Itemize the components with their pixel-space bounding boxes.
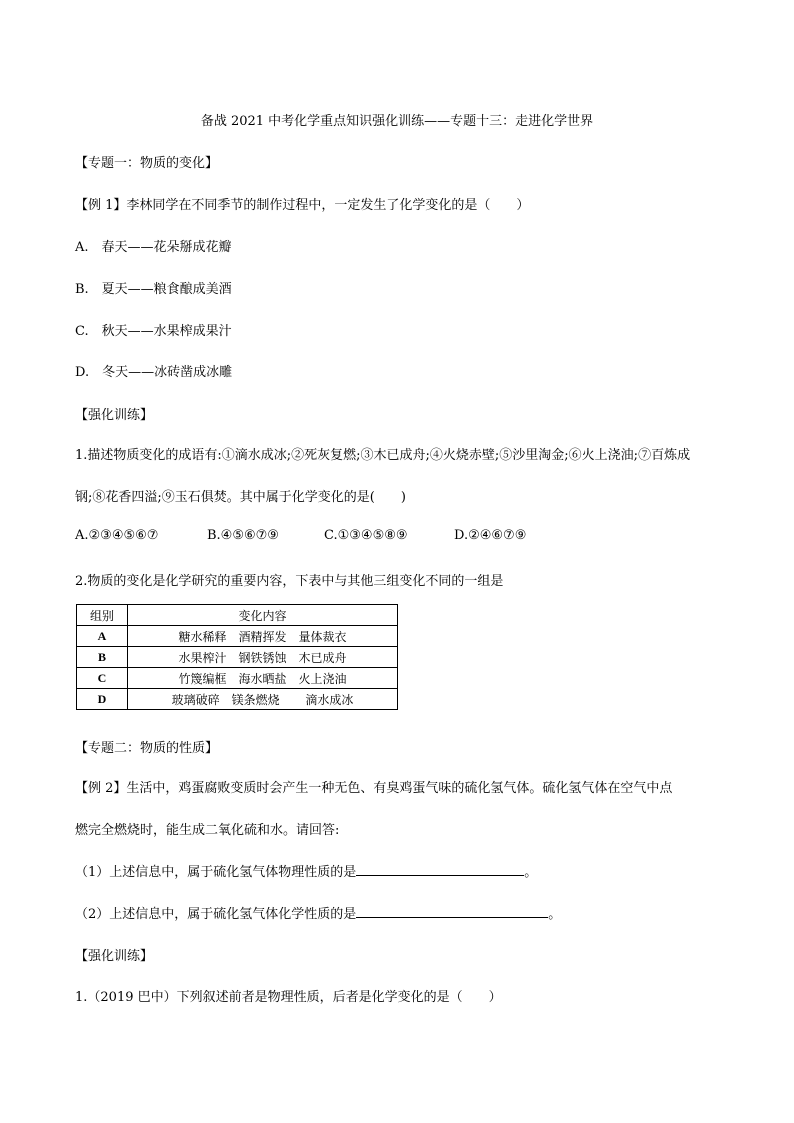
table-row	[77, 668, 398, 689]
example2-question-2-text: （2）上述信息中，属于硫化氢气体化学性质的是	[75, 907, 357, 922]
q1-option-b: B.④⑤⑥⑦⑨	[207, 528, 279, 543]
q1-option-a: A.②③④⑤⑥⑦	[75, 528, 159, 543]
q2-stem: 2.物质的变化是化学研究的重要内容，下表中与其他三组变化不同的一组是	[75, 574, 504, 589]
section2-q1-stem: 1.（2019 巴中）下列叙述前者是物理性质，后者是化学变化的是（ ）	[75, 990, 502, 1005]
table-row	[77, 647, 398, 668]
table-row	[77, 626, 398, 647]
q1-option-c: C.①③④⑤⑧⑨	[324, 528, 408, 543]
answer-blank-1[interactable]	[356, 863, 524, 876]
table-cell-group: C	[77, 668, 128, 689]
example2-question-2	[75, 903, 561, 922]
example1-option-c: C. 秋天——水果榨成果汁	[75, 324, 232, 339]
example2-question-1	[75, 861, 537, 880]
table-cell-content: 玻璃破碎 镁条燃烧 滴水成冰	[128, 689, 398, 710]
example1-option-a: A. 春天——花朵掰成花瓣	[75, 240, 232, 255]
table-cell-content: 糖水稀释 酒精挥发 量体裁衣	[128, 626, 398, 647]
table-header-content: 变化内容	[128, 605, 398, 626]
q2-table	[76, 604, 398, 710]
example2-stem-line2: 燃完全燃烧时，能生成二氧化硫和水。请回答:	[75, 823, 340, 838]
end-mark: 。	[548, 907, 562, 922]
table-cell-group: D	[77, 689, 128, 710]
table-header-group: 组别	[77, 605, 128, 626]
table-header-row	[77, 605, 398, 626]
section1-training-heading: 【强化训练】	[75, 408, 154, 423]
example2-stem-line1: 【例 2】生活中，鸡蛋腐败变质时会产生一种无色、有臭鸡蛋气味的硫化氢气体。硫化氢气体在空气中点	[75, 781, 673, 796]
example1-option-d: D. 冬天——冰砖凿成冰雕	[75, 365, 233, 380]
example1-stem: 【例 1】李林同学在不同季节的制作过程中，一定发生了化学变化的是（ ）	[75, 198, 530, 213]
q1-stem-line2: 钢;⑧花香四溢;⑨玉石俱焚。其中属于化学变化的是( )	[75, 490, 406, 505]
table-cell-group: A	[77, 626, 128, 647]
section2-training-heading: 【强化训练】	[75, 949, 154, 964]
section1-heading: 【专题一：物质的变化】	[75, 156, 219, 171]
answer-blank-2[interactable]	[356, 905, 548, 918]
table-cell-content: 竹篾编框 海水晒盐 火上浇油	[128, 668, 398, 689]
table-row	[77, 689, 398, 710]
table-cell-content: 水果榨汁 钢铁锈蚀 木已成舟	[128, 647, 398, 668]
example1-option-b: B. 夏天——粮食酿成美酒	[75, 282, 232, 297]
example2-question-1-text: （1）上述信息中，属于硫化氢气体物理性质的是	[75, 865, 357, 880]
q1-option-d: D.②④⑥⑦⑨	[454, 528, 527, 543]
end-mark: 。	[524, 865, 538, 880]
q1-options	[75, 528, 526, 543]
page-title: 备战 2021 中考化学重点知识强化训练——专题十三：走进化学世界	[200, 114, 594, 129]
table-cell-group: B	[77, 647, 128, 668]
section2-heading: 【专题二：物质的性质】	[75, 741, 219, 756]
q1-stem-line1: 1.描述物质变化的成语有:①滴水成冰;②死灰复燃;③木已成舟;④火烧赤壁;⑤沙里淘金;⑥火上浇油;⑦百炼成	[75, 448, 691, 463]
